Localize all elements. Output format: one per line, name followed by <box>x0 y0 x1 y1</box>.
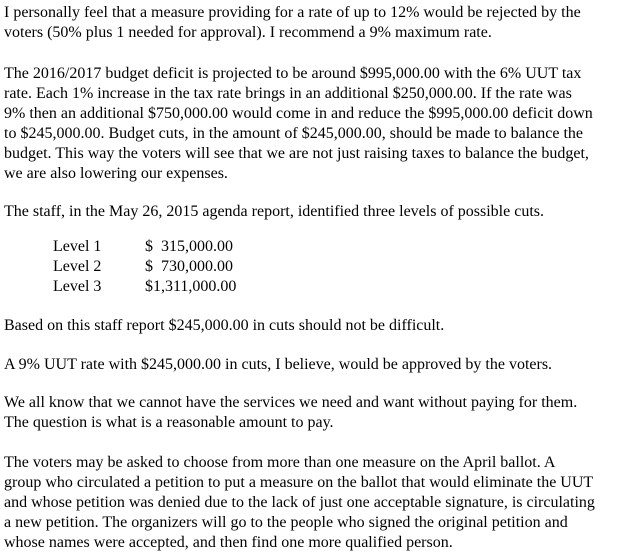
text-line: we are also lowering our expenses. <box>4 165 228 182</box>
paragraph-services-cost <box>4 393 638 433</box>
text-line: The voters may be asked to choose from more than one measure on the April ballot. A <box>4 454 556 471</box>
text-line: to $245,000.00. Budget cuts, in the amount of $245,000.00, should be made to balance the <box>4 125 584 142</box>
level-row <box>53 277 236 297</box>
cut-levels-table <box>53 237 236 297</box>
text-line: and whose petition was denied due to the lack of just one acceptable signature, is circulating <box>4 494 595 511</box>
text-line: budget. This way the voters will see that we are not just raising taxes to balance the budget, <box>4 145 589 162</box>
level-name: Level 2 <box>53 258 102 275</box>
text-line: 9% then an additional $750,000.00 would come in and reduce the $995,000.00 deficit down <box>4 105 593 122</box>
level-row <box>53 237 236 257</box>
text-line: voters (50% plus 1 needed for approval). I recommend a 9% maximum rate. <box>4 24 492 41</box>
text-line: Based on this staff report $245,000.00 in cuts should not be difficult. <box>4 317 445 334</box>
level-amount: $1,311,000.00 <box>145 278 237 295</box>
text-line: The 2016/2017 budget deficit is projected to be around $995,000.00 with the 6% UUT tax <box>4 65 582 82</box>
text-line: We all know that we cannot have the services we need and want without paying for them. <box>4 394 578 411</box>
text-line: rate. Each 1% increase in the tax rate brings in an additional $250,000.00. If the rate was <box>4 85 572 102</box>
text-line: I personally feel that a measure providing for a rate of up to 12% would be rejected by the <box>4 4 581 21</box>
level-name: Level 3 <box>53 278 102 295</box>
paragraph-rate-recommendation <box>4 3 638 43</box>
paragraph-approval <box>4 355 638 375</box>
text-line: The question is what is a reasonable amount to pay. <box>4 414 334 431</box>
text-line: The staff, in the May 26, 2015 agenda report, identified three levels of possible cuts. <box>4 203 544 220</box>
text-line: group who circulated a petition to put a measure on the ballot that would eliminate the UUT <box>4 474 594 491</box>
level-row <box>53 257 236 277</box>
text-line: whose names were accepted, and then find one more qualified person. <box>4 534 453 551</box>
level-amount: $ 315,000.00 <box>145 238 233 255</box>
paragraph-ballot-measures <box>4 453 638 553</box>
level-amount: $ 730,000.00 <box>145 258 233 275</box>
paragraph-staff-report <box>4 202 638 222</box>
paragraph-budget-deficit <box>4 64 638 184</box>
text-line: A 9% UUT rate with $245,000.00 in cuts, I believe, would be approved by the voters. <box>4 356 553 373</box>
level-name: Level 1 <box>53 238 102 255</box>
text-line: a new petition. The organizers will go to the people who signed the original petition and <box>4 514 568 531</box>
paragraph-cuts-feasible <box>4 316 638 336</box>
